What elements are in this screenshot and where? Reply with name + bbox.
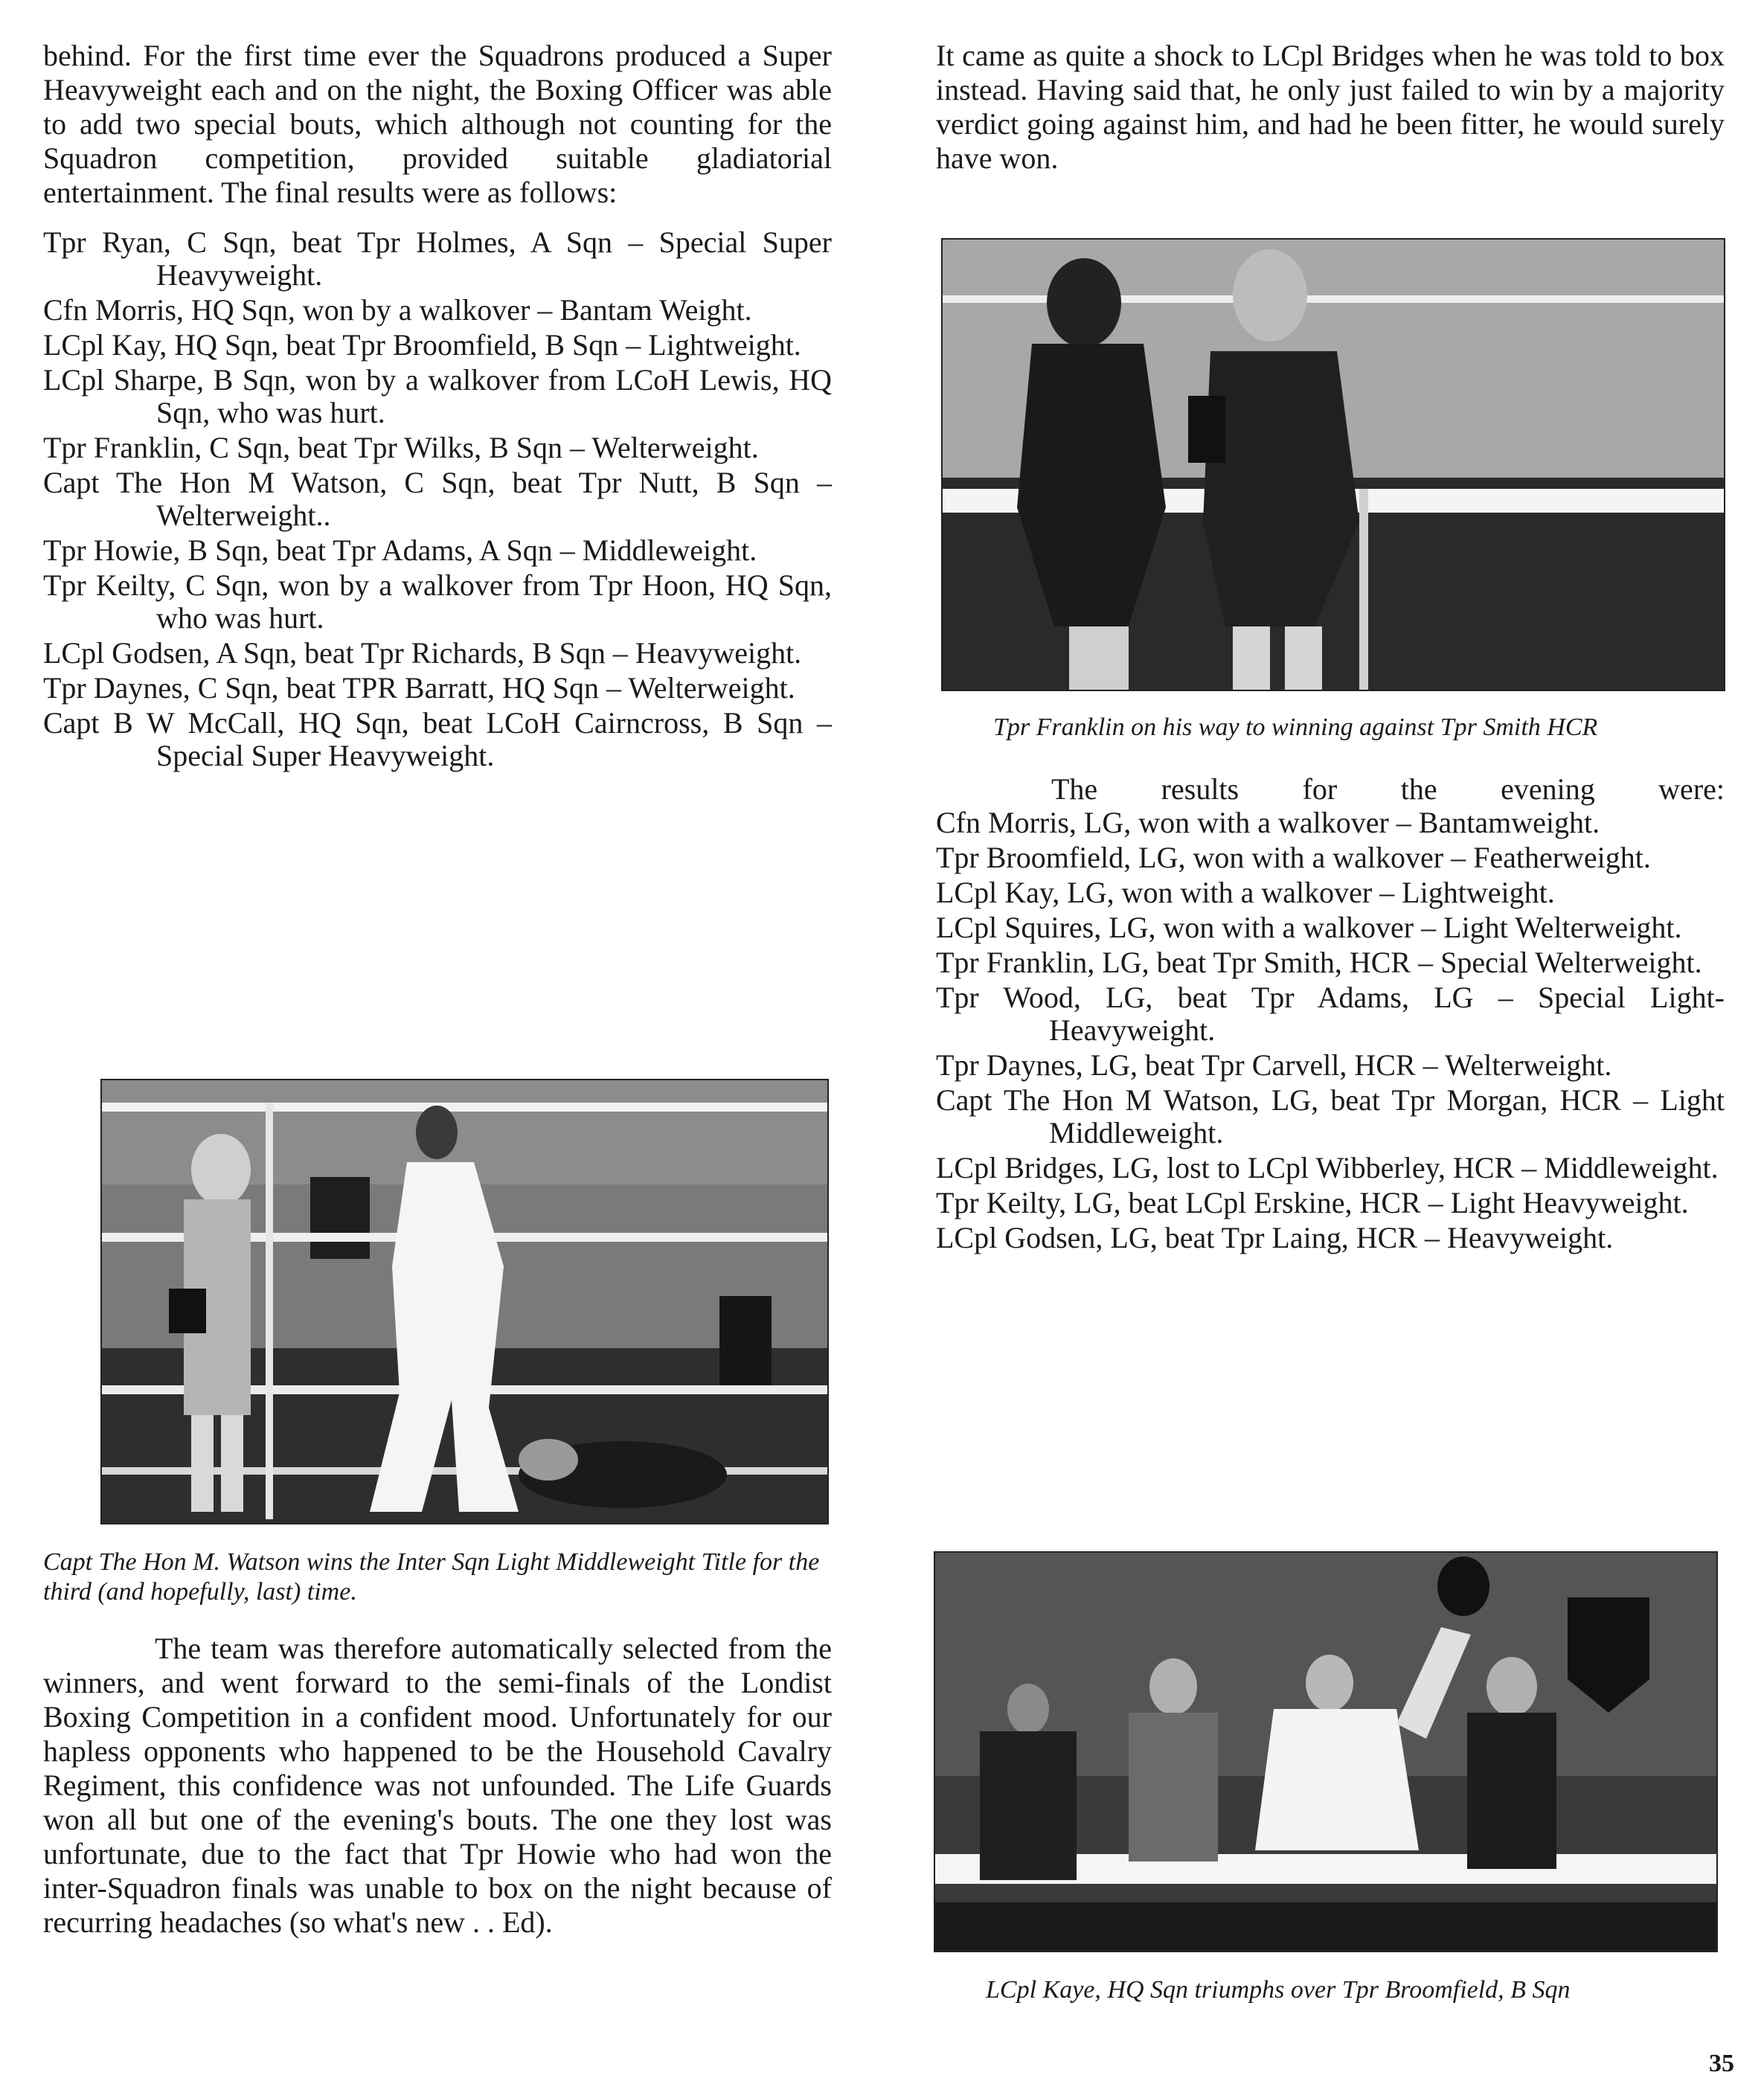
left-photo-caption: Capt The Hon M. Watson wins the Inter Sqn Light Middleweight Title for the third (and hopefully, last) time. bbox=[43, 1548, 820, 1606]
inter-squadron-results-list bbox=[43, 226, 832, 772]
right-photo2-caption: LCpl Kaye, HQ Sqn triumphs over Tpr Broomfield, B Sqn bbox=[986, 1976, 1571, 2004]
result-item: Tpr Wood, LG, beat Tpr Adams, LG – Special Light-Heavyweight. bbox=[936, 981, 1725, 1047]
result-item: Capt B W McCall, HQ Sqn, beat LCoH Cairncross, B Sqn – Special Super Heavyweight. bbox=[43, 706, 832, 772]
result-item: LCpl Bridges, LG, lost to LCpl Wibberley, HCR – Middleweight. bbox=[936, 1151, 1719, 1184]
result-item: Tpr Daynes, C Sqn, beat TPR Barratt, HQ Sqn – Welterweight. bbox=[43, 671, 795, 705]
result-item: Tpr Franklin, LG, beat Tpr Smith, HCR – Special Welterweight. bbox=[936, 946, 1702, 979]
result-item: Tpr Daynes, LG, beat Tpr Carvell, HCR – Welterweight. bbox=[936, 1048, 1612, 1082]
result-item: Tpr Howie, B Sqn, beat Tpr Adams, A Sqn – Middleweight. bbox=[43, 533, 757, 567]
right-photo1-caption: Tpr Franklin on his way to winning against Tpr Smith HCR bbox=[993, 713, 1598, 741]
left-closing-paragraph: The team was therefore automatically selected from the winners, and went forward to the semi-finals of the Londist Boxing Competition in a confident mood. Unfortunately for our hapless opponents who happened to be the Household Cavalry Regiment, this confidence was not unfounded. The Life Guards won all but one of the evening's bouts. The one they lost was unfortunate, due to the fact that Tpr Howie who had won the inter-Squadron finals was unable to box on the night because of recurring headaches (so what's new . . Ed). bbox=[43, 1632, 832, 1939]
result-item: LCpl Godsen, A Sqn, beat Tpr Richards, B Sqn – Heavyweight. bbox=[43, 636, 802, 670]
result-item: Tpr Keilty, C Sqn, won by a walkover from Tpr Hoon, HQ Sqn, who was hurt. bbox=[43, 568, 832, 635]
evening-results-list bbox=[936, 806, 1725, 1254]
left-column bbox=[43, 39, 832, 775]
winner-raised-arm-photo bbox=[934, 1551, 1718, 1952]
boxing-knockdown-photo bbox=[100, 1079, 829, 1524]
result-item: LCpl Squires, LG, won with a walkover – Light Welterweight. bbox=[936, 911, 1682, 944]
left-intro-paragraph: behind. For the first time ever the Squadrons produced a Super Heavyweight each and on the night, the Boxing Officer was able to add two special bouts, which although not counting for the Squadron competition, provided suitable gladiatorial entertainment. The final results were as follows: bbox=[43, 39, 832, 209]
result-item: LCpl Kay, LG, won with a walkover – Lightweight. bbox=[936, 876, 1555, 909]
result-item: Tpr Franklin, C Sqn, beat Tpr Wilks, B Sqn – Welterweight. bbox=[43, 431, 759, 464]
page-number: 35 bbox=[1709, 2050, 1734, 2077]
result-item: Cfn Morris, LG, won with a walkover – Bantamweight. bbox=[936, 806, 1600, 839]
result-item: Capt The Hon M Watson, C Sqn, beat Tpr Nutt, B Sqn – Welterweight.. bbox=[43, 466, 832, 532]
result-item: Capt The Hon M Watson, LG, beat Tpr Morgan, HCR – Light Middleweight. bbox=[936, 1083, 1725, 1149]
result-item: Cfn Morris, HQ Sqn, won by a walkover – Bantam Weight. bbox=[43, 293, 752, 327]
right-intro-paragraph: It came as quite a shock to LCpl Bridges when he was told to box instead. Having said that, he only just failed to win by a majority verdict going against him, and had he been fitter, he would surely have won. bbox=[936, 39, 1725, 175]
evening-results-heading: The results for the evening were: bbox=[1051, 772, 1725, 806]
result-item: LCpl Sharpe, B Sqn, won by a walkover from LCoH Lewis, HQ Sqn, who was hurt. bbox=[43, 363, 832, 429]
result-item: Tpr Broomfield, LG, won with a walkover – Featherweight. bbox=[936, 841, 1651, 874]
evening-results-block bbox=[936, 772, 1725, 1257]
result-item: Tpr Ryan, C Sqn, beat Tpr Holmes, A Sqn – Special Super Heavyweight. bbox=[43, 225, 832, 292]
result-item: Tpr Keilty, LG, beat LCpl Erskine, HCR – Light Heavyweight. bbox=[936, 1186, 1689, 1219]
franklin-bout-photo bbox=[941, 238, 1725, 691]
result-item: LCpl Kay, HQ Sqn, beat Tpr Broomfield, B Sqn – Lightweight. bbox=[43, 328, 801, 362]
result-item: LCpl Godsen, LG, beat Tpr Laing, HCR – Heavyweight. bbox=[936, 1221, 1614, 1254]
right-column bbox=[936, 39, 1725, 176]
